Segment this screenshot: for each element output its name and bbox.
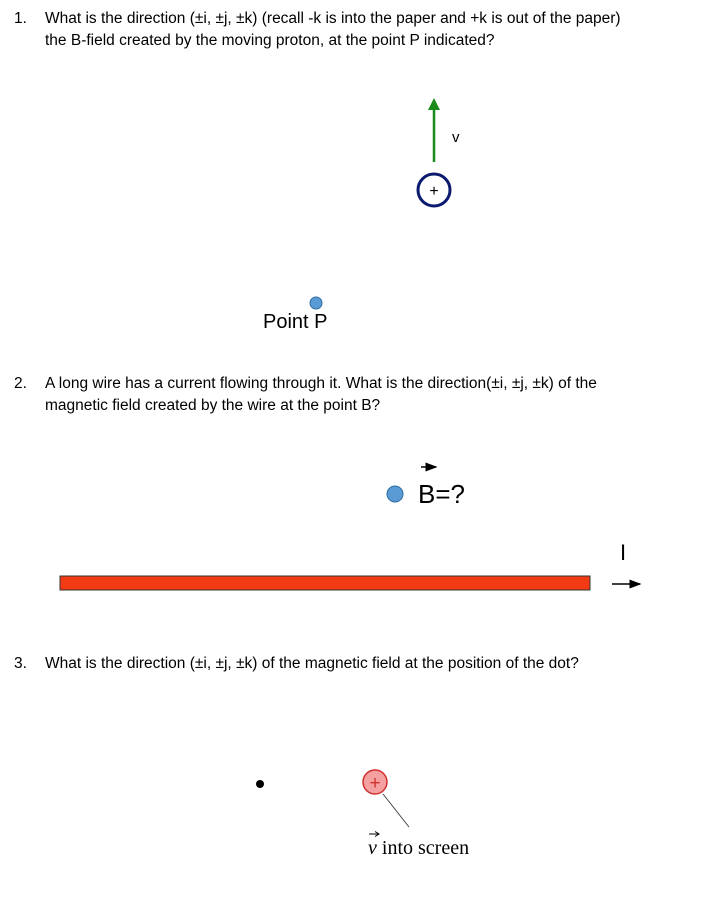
- caption: [368, 832, 469, 860]
- proton: [418, 174, 450, 206]
- moving-charge: [363, 770, 387, 794]
- velocity-arrow: [428, 98, 440, 162]
- point-b-dot: [387, 486, 403, 502]
- question-line: What is the direction (±i, ±j, ±k) (recall -k is into the paper and +k is out of the paper): [45, 10, 621, 27]
- proton-charge-symbol: +: [429, 183, 439, 200]
- figure-3: [256, 770, 469, 859]
- velocity-label: v: [452, 129, 460, 146]
- caption-vector-symbol: v: [368, 837, 377, 859]
- question-number: 3.: [14, 655, 27, 672]
- field-point-dot: [256, 780, 264, 788]
- caption-text: into screen: [376, 837, 470, 859]
- point-p-dot: [310, 297, 322, 309]
- figure-1: [263, 98, 460, 333]
- question-line: the B-field created by the moving proton, at the point P indicated?: [45, 32, 495, 49]
- question-line: What is the direction (±i, ±j, ±k) of the magnetic field at the position of the dot?: [45, 655, 579, 672]
- question-number: 2.: [14, 375, 27, 392]
- point-p-label: Point P: [263, 311, 328, 333]
- caption-pointer: [383, 794, 409, 827]
- question-line: magnetic field created by the wire at the point B?: [45, 397, 381, 414]
- current-label: I: [620, 540, 627, 565]
- question-number: 1.: [14, 10, 27, 27]
- question-line: A long wire has a current flowing through it. What is the direction(±i, ±j, ±k) of the: [45, 375, 597, 392]
- wire: [60, 576, 590, 590]
- charge-symbol: +: [369, 773, 381, 794]
- svg-text:v into screen: [368, 837, 469, 859]
- figure-2: [60, 467, 640, 590]
- point-b-label: B=?: [418, 479, 465, 509]
